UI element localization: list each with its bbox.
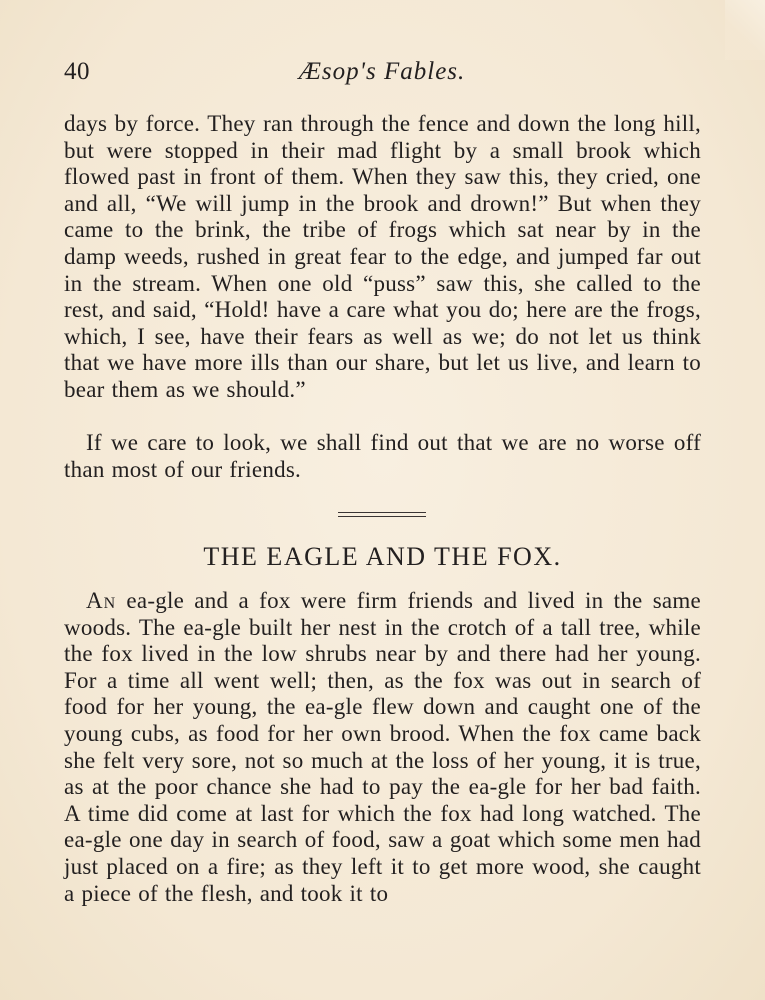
fable-title: THE EAGLE AND THE FOX. [203, 542, 562, 571]
divider-line [338, 516, 426, 517]
continued-fable-text [64, 111, 701, 404]
fable-paragraph [64, 588, 701, 907]
fable-first-word: An [86, 588, 117, 613]
running-title: Æsop's Fables. [298, 58, 466, 85]
divider-line [338, 512, 426, 513]
fable-body: ea-gle and a fox were firm friends and lived in the same woods. The ea-gle built her nest in the crotch of a tall tree, while the fox lived in the low shrubs near by and there had her young. For a time all went well; then, as the fox was out in search of food for her young, the ea-gle flew down and caught one of the young cubs, as food for her own brood. When the fox came back she felt very sore, not so much at the loss of her young, it is true, as at the poor chance she had to pay the ea-gle for her bad faith. A time did come at last for which the fox had long watched. The ea-gle one day in search of food, saw a goat which some men had just placed on a fire; as they left it to get more wood, she caught a piece of the flesh, and took it to [64, 588, 701, 906]
section-divider [338, 512, 426, 518]
page-corner [725, 0, 765, 60]
page-header [64, 58, 700, 92]
page-number: 40 [64, 58, 90, 85]
moral-text [64, 430, 701, 483]
fable-body-text [64, 588, 701, 907]
continued-paragraph: days by force. They ran through the fence and down the long hill, but were stopped in their mad flight by a small brook which flowed past in front of them. When they saw this, they cried, one and all, “We will jump in the brook and drown!” But when they came to the brink, the tribe of frogs which sat near by in the damp weeds, rushed in great fear to the edge, and jumped far out in the stream. When one old “puss” saw this, she called to the rest, and said, “Hold! have a care what you do; here are the frogs, which, I see, have their fears as well as we; do not let us think that we have more ills than our share, but let us live, and learn to bear them as we should.” [64, 111, 701, 402]
moral-paragraph: If we care to look, we shall find out that we are no worse off than most of our friends. [64, 430, 701, 482]
